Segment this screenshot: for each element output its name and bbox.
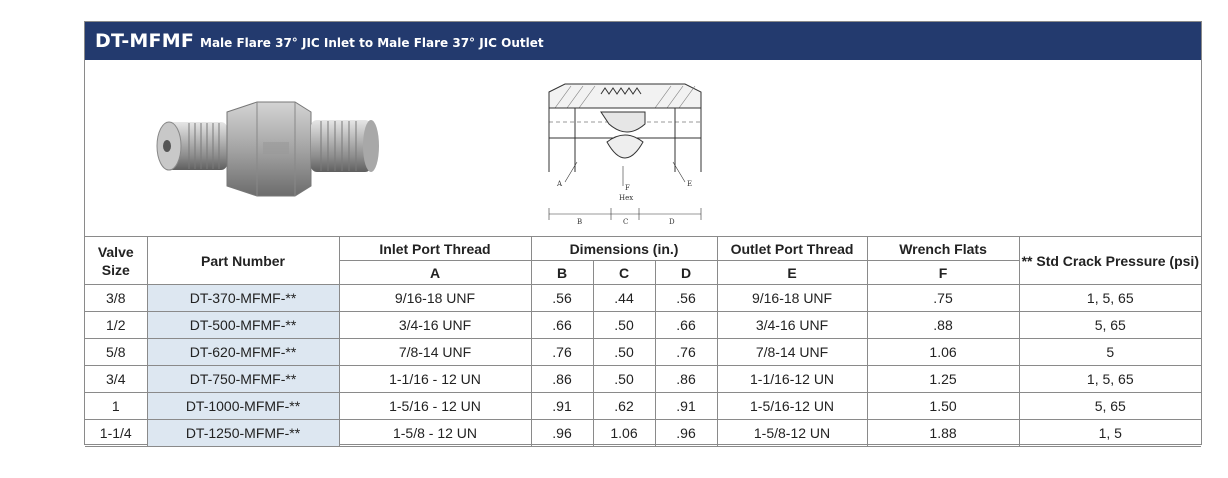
- header-crack-pressure: ** Std Crack Pressure (psi): [1019, 237, 1201, 285]
- cell-size: 1/2: [85, 312, 147, 339]
- table-row: [85, 366, 1201, 393]
- image-zone: [85, 60, 1201, 236]
- header-outlet-thread: Outlet Port Thread: [717, 237, 867, 261]
- cell-wrench: .75: [867, 285, 1019, 312]
- cell-inlet: 3/4-16 UNF: [339, 312, 531, 339]
- product-spec-card: [84, 21, 1202, 445]
- drawing-label-c: C: [623, 218, 629, 226]
- table-row: [85, 285, 1201, 312]
- cell-wrench: 1.50: [867, 393, 1019, 420]
- cell-c: 1.06: [593, 420, 655, 447]
- cell-crack: 5, 65: [1019, 393, 1201, 420]
- cell-wrench: .88: [867, 312, 1019, 339]
- cell-crack: 1, 5: [1019, 420, 1201, 447]
- cell-wrench: 1.06: [867, 339, 1019, 366]
- cell-c: .50: [593, 366, 655, 393]
- product-description: Male Flare 37° JIC Inlet to Male Flare 37° JIC Outlet: [200, 36, 544, 50]
- cell-wrench: 1.25: [867, 366, 1019, 393]
- drawing-label-hex: Hex: [619, 194, 634, 202]
- table-row: [85, 420, 1201, 447]
- table-row: [85, 312, 1201, 339]
- cell-part-number: DT-620-MFMF-**: [147, 339, 339, 366]
- drawing-label-e: E: [687, 180, 693, 188]
- cell-d: .96: [655, 420, 717, 447]
- cell-b: .91: [531, 393, 593, 420]
- cell-d: .76: [655, 339, 717, 366]
- cell-part-number: DT-1250-MFMF-**: [147, 420, 339, 447]
- cell-outlet: 1-5/16-12 UN: [717, 393, 867, 420]
- cell-part-number: DT-750-MFMF-**: [147, 366, 339, 393]
- cell-crack: 5: [1019, 339, 1201, 366]
- cell-d: .91: [655, 393, 717, 420]
- cell-size: 3/4: [85, 366, 147, 393]
- subheader-f: F: [867, 261, 1019, 285]
- subheader-b: B: [531, 261, 593, 285]
- cell-b: .86: [531, 366, 593, 393]
- cell-size: 1: [85, 393, 147, 420]
- cell-c: .50: [593, 339, 655, 366]
- header-wrench-flats: Wrench Flats: [867, 237, 1019, 261]
- cell-c: .50: [593, 312, 655, 339]
- title-banner: [85, 22, 1201, 60]
- cell-outlet: 1-5/8-12 UN: [717, 420, 867, 447]
- drawing-label-b: B: [577, 218, 583, 226]
- subheader-d: D: [655, 261, 717, 285]
- subheader-a: A: [339, 261, 531, 285]
- table-row: [85, 339, 1201, 366]
- cell-wrench: 1.88: [867, 420, 1019, 447]
- table-row: [85, 393, 1201, 420]
- cell-b: .96: [531, 420, 593, 447]
- cell-outlet: 9/16-18 UNF: [717, 285, 867, 312]
- cell-crack: 1, 5, 65: [1019, 366, 1201, 393]
- cell-b: .56: [531, 285, 593, 312]
- cell-inlet: 1-5/16 - 12 UN: [339, 393, 531, 420]
- cell-d: .66: [655, 312, 717, 339]
- drawing-label-f: F: [625, 184, 630, 192]
- subheader-c: C: [593, 261, 655, 285]
- cell-part-number: DT-370-MFMF-**: [147, 285, 339, 312]
- cell-outlet: 3/4-16 UNF: [717, 312, 867, 339]
- fitting-photo: [145, 90, 385, 210]
- cell-d: .56: [655, 285, 717, 312]
- subheader-e: E: [717, 261, 867, 285]
- cell-part-number: DT-1000-MFMF-**: [147, 393, 339, 420]
- product-code: DT-MFMF: [95, 30, 194, 52]
- cell-size: 5/8: [85, 339, 147, 366]
- cell-inlet: 1-5/8 - 12 UN: [339, 420, 531, 447]
- header-valve-size: Valve Size: [85, 237, 147, 285]
- cell-crack: 1, 5, 65: [1019, 285, 1201, 312]
- cell-inlet: 7/8-14 UNF: [339, 339, 531, 366]
- cell-d: .86: [655, 366, 717, 393]
- cell-crack: 5, 65: [1019, 312, 1201, 339]
- spec-table: [85, 236, 1201, 447]
- cell-size: 3/8: [85, 285, 147, 312]
- cell-size: 1-1/4: [85, 420, 147, 447]
- cell-outlet: 7/8-14 UNF: [717, 339, 867, 366]
- header-inlet-thread: Inlet Port Thread: [339, 237, 531, 261]
- cell-inlet: 9/16-18 UNF: [339, 285, 531, 312]
- cell-c: .44: [593, 285, 655, 312]
- cross-section-drawing: [535, 62, 715, 234]
- cell-b: .66: [531, 312, 593, 339]
- drawing-label-a: A: [557, 180, 563, 188]
- drawing-label-d: D: [669, 218, 675, 226]
- header-dimensions: Dimensions (in.): [531, 237, 717, 261]
- cell-inlet: 1-1/16 - 12 UN: [339, 366, 531, 393]
- cell-b: .76: [531, 339, 593, 366]
- cell-outlet: 1-1/16-12 UN: [717, 366, 867, 393]
- cell-c: .62: [593, 393, 655, 420]
- cell-part-number: DT-500-MFMF-**: [147, 312, 339, 339]
- header-part-number: Part Number: [147, 237, 339, 285]
